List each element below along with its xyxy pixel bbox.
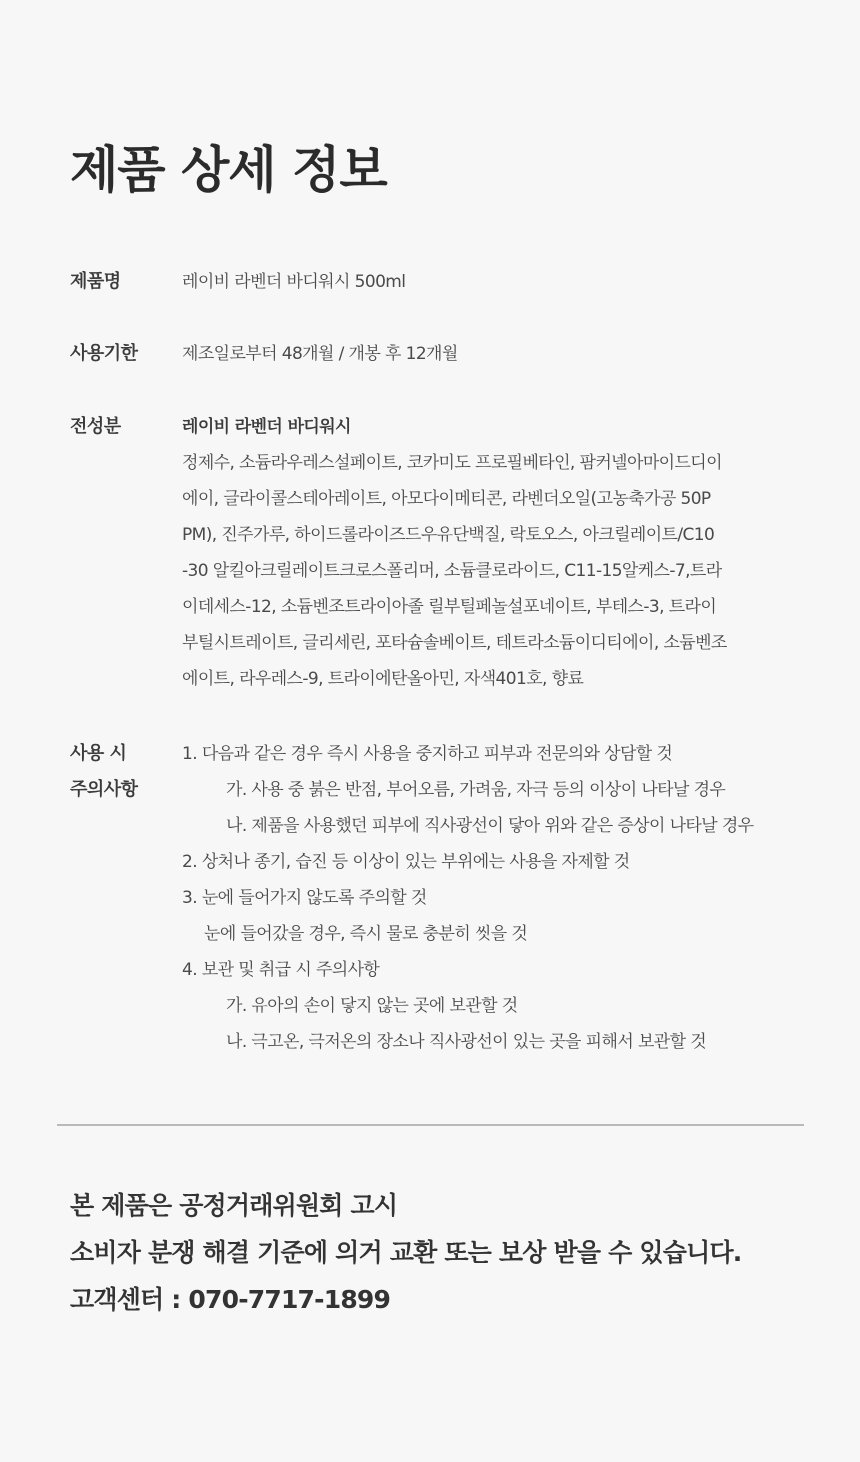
caution-label-line: 사용 시 [70, 743, 127, 764]
caution-subitem: 나. 제품을 사용했던 피부에 직사광선이 닿아 위와 같은 증상이 나타날 경우 [226, 816, 754, 836]
product-name-value: 레이비 라벤더 바디워시 500ml [182, 272, 406, 292]
ingredients-line: 부틸시트레이트, 글리세린, 포타슘솔베이트, 테트라소듐이디티에이, 소듐벤조 [182, 633, 727, 653]
ingredients-line: 정제수, 소듐라우레스설페이트, 코카미도 프로필베타인, 팜커넬아마이드디이 [182, 453, 722, 473]
ingredients-line: 에이, 글라이콜스테아레이트, 아모다이메티콘, 라벤더오일(고농축가공 50P [182, 489, 711, 509]
notice-line: 소비자 분쟁 해결 기준에 의거 교환 또는 보상 받을 수 있습니다. [70, 1238, 742, 1267]
caution-label-line: 주의사항 [70, 779, 138, 800]
customer-center-phone: 고객센터 : 070-7717-1899 [70, 1285, 391, 1314]
ingredients-line: -30 알킬아크릴레이트크로스폴리머, 소듐클로라이드, C11-15알케스-7,트라 [182, 561, 722, 581]
notice-line: 본 제품은 공정거래위원회 고시 [70, 1191, 398, 1220]
ingredients-line: 이데세스-12, 소듐벤조트라이아졸 릴부틸페놀설포네이트, 부테스-3, 트라이 [182, 597, 717, 617]
notice-block [70, 1182, 810, 1323]
section-divider [57, 1124, 804, 1126]
page-title: 제품 상세 정보 [70, 141, 387, 199]
ingredients-label: 전성분 [70, 416, 121, 437]
caution-subitem: 가. 사용 중 붉은 반점, 부어오름, 가려움, 자극 등의 이상이 나타날 경우 [226, 780, 726, 800]
caution-item: 3. 눈에 들어가지 않도록 주의할 것 [182, 888, 427, 908]
caution-item: 2. 상처나 종기, 습진 등 이상이 있는 부위에는 사용을 자제할 것 [182, 852, 630, 872]
expiry-label: 사용기한 [70, 343, 138, 364]
ingredients-value [182, 409, 804, 697]
ingredients-line: 에이트, 라우레스-9, 트라이에탄올아민, 자색401호, 향료 [182, 669, 584, 689]
product-name-label: 제품명 [70, 271, 121, 292]
caution-item: 4. 보관 및 취급 시 주의사항 [182, 960, 380, 980]
expiry-value: 제조일로부터 48개월 / 개봉 후 12개월 [182, 344, 458, 364]
caution-subitem: 눈에 들어갔을 경우, 즉시 물로 충분히 씻을 것 [204, 924, 528, 944]
ingredients-product-name: 레이비 라벤더 바디워시 [182, 417, 351, 437]
caution-item: 1. 다음과 같은 경우 즉시 사용을 중지하고 피부과 전문의와 상담할 것 [182, 744, 673, 764]
caution-label [70, 736, 170, 808]
ingredients-line: PM), 진주가루, 하이드롤라이즈드우유단백질, 락토오스, 아크릴레이트/C10 [182, 525, 715, 545]
caution-subitem: 나. 극고온, 극저온의 장소나 직사광선이 있는 곳을 피해서 보관할 것 [226, 1032, 707, 1052]
caution-subitem: 가. 유아의 손이 닿지 않는 곳에 보관할 것 [226, 996, 518, 1016]
caution-list [182, 736, 804, 1060]
